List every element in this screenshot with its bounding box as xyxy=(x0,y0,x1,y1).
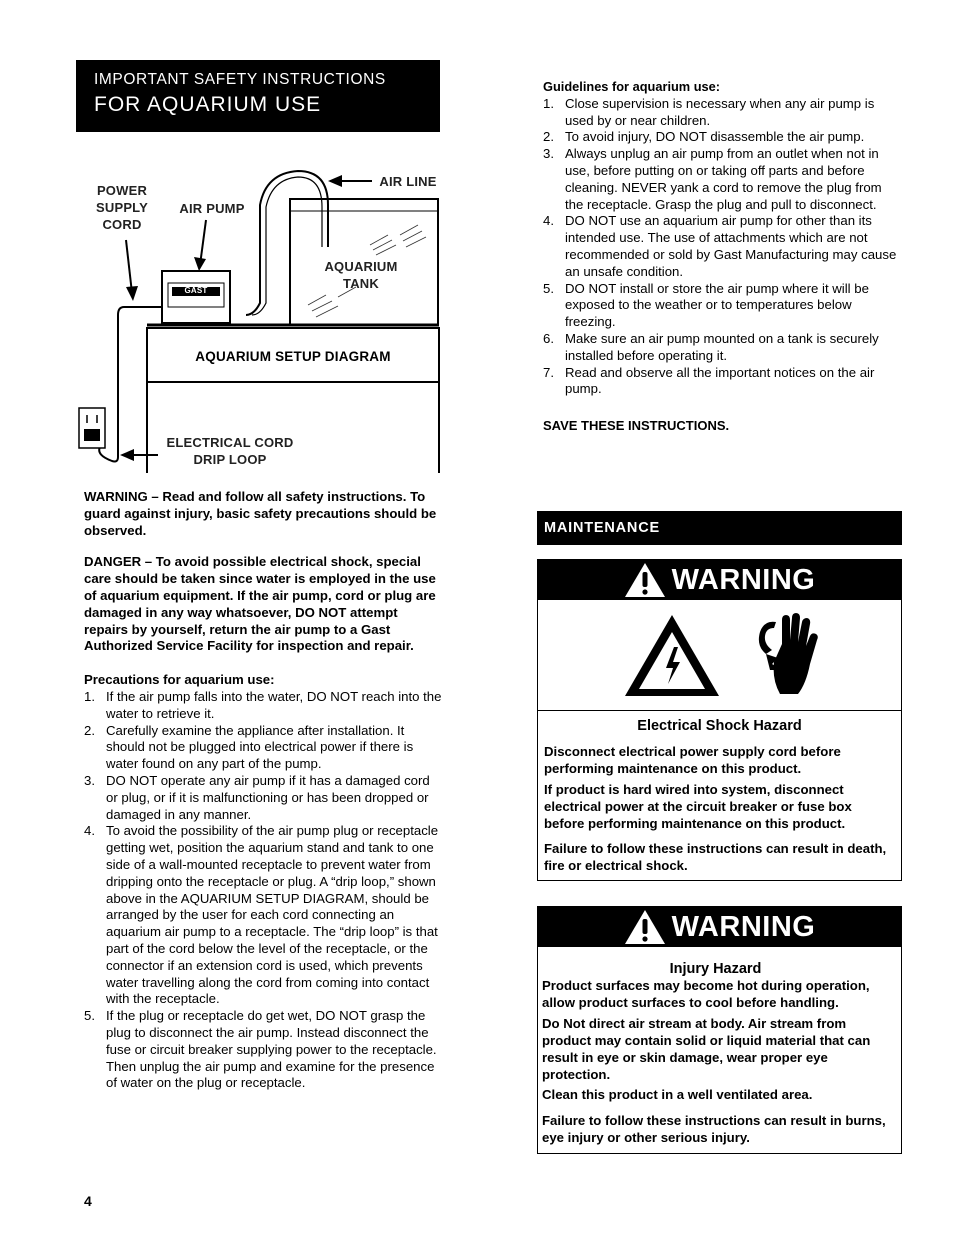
warning-header xyxy=(538,907,901,947)
label-air-line: AIR LINE xyxy=(379,174,437,189)
aquarium-setup-diagram xyxy=(76,165,442,475)
right-column xyxy=(543,79,903,435)
hazard-title: Injury Hazard xyxy=(669,961,762,977)
label-aquarium-tank: AQUARIUM TANK xyxy=(324,259,398,291)
warning-paragraph: WARNING – Read and follow all safety instructions. To guard against injury, basic safety precautions should be observed. xyxy=(84,489,437,538)
list-item: 3. DO NOT operate any air pump if it has a damaged cord or plug, or if it is malfunctioning or has been dropped or damaged in any manner. xyxy=(84,772,430,822)
list-item: 5. DO NOT install or store the air pump where it will be exposed to the weather or to temperatures below freezing. xyxy=(543,280,869,330)
title-line-1: IMPORTANT SAFETY INSTRUCTIONS xyxy=(94,71,386,88)
label-power-supply-cord: POWER SUPPLY CORD xyxy=(95,183,149,232)
left-column xyxy=(84,489,444,1092)
warning-word: WARNING xyxy=(671,910,816,943)
warning-box-electrical xyxy=(537,559,902,881)
maintenance-heading: MAINTENANCE xyxy=(537,511,902,545)
warning-paragraph-2: Do Not direct air stream at body. Air stream from product may contain solid or liquid material that can result in eye or skin damage, wear proper eye protection. xyxy=(542,1016,871,1082)
warning-triangle-icon xyxy=(624,909,666,945)
guidelines-list xyxy=(543,96,903,398)
precautions-list xyxy=(84,689,444,1092)
warning-text xyxy=(538,743,901,874)
hazard-title: Electrical Shock Hazard xyxy=(637,718,802,734)
list-item: 5. If the plug or receptacle do get wet, DO NOT grasp the plug to disconnect the air pump. Instead disconnect the fuse or circuit breaker supplying power to the receptacle. Then unplug the air pump and examine for the presence of water on the plug or receptacle. xyxy=(84,1008,437,1091)
save-instructions: SAVE THESE INSTRUCTIONS. xyxy=(543,418,730,434)
shock-hand-icon xyxy=(752,610,822,700)
warning-box-injury xyxy=(537,906,902,1154)
diagram-caption: AQUARIUM SETUP DIAGRAM xyxy=(195,349,391,364)
label-air-pump: AIR PUMP xyxy=(179,201,245,216)
warning-paragraph-1: Disconnect electrical power supply cord before performing maintenance on this product. xyxy=(544,744,841,776)
list-item: 1. Close supervision is necessary when any air pump is used by or near children. xyxy=(543,95,875,128)
list-item: 7. Read and observe all the important notices on the air pump. xyxy=(543,364,875,397)
list-item: 2. To avoid injury, DO NOT disassemble the air pump. xyxy=(543,129,865,145)
title-line-2: FOR AQUARIUM USE xyxy=(94,93,322,116)
danger-paragraph: DANGER – To avoid possible electrical shock, special care should be taken since water is employed in the use of aquarium equipment. If the air pump, cord or plug are damaged in any way whatsoever, DO NOT attempt repairs by yourself, return the air pump to a Gast Authorized Service Facility for inspection and repair. xyxy=(84,554,436,654)
warning-paragraph-1: Product surfaces may become hot during operation, allow product surfaces to cool before handling. xyxy=(542,978,870,1010)
warning-triangle-icon xyxy=(624,562,666,598)
list-item: 4. To avoid the possibility of the air pump plug or receptacle getting wet, position the aquarium stand and tank to one side of a wall-mounted receptacle to prevent water from dripping onto the receptacle or plug. A “drip loop,” shown above in the AQUARIUM SETUP DIAGRAM, should be arranged by the user for each cord connecting an aquarium air pump to a receptacle. The “drip loop” is that part of the cord below the level of the receptacle, or the connector if an extension cord is used, which prevents water travelling along the cord from coming into contact with the receptacle. xyxy=(84,823,439,1007)
warning-paragraph-2: If product is hard wired into system, disconnect electrical power at the circuit breaker or fuse box before performing maintenance on this product. xyxy=(544,782,852,831)
list-item: 6. Make sure an air pump mounted on a tank is securely installed before operating it. xyxy=(543,330,879,363)
warning-header xyxy=(538,560,901,600)
warning-paragraph-3: Clean this product in a well ventilated area. xyxy=(542,1087,813,1102)
list-item: 1. If the air pump falls into the water, DO NOT reach into the water to retrieve it. xyxy=(84,688,442,721)
precautions-title: Precautions for aquarium use: xyxy=(84,672,275,688)
label-electrical-cord-drip-loop: ELECTRICAL CORD DRIP LOOP xyxy=(166,435,294,467)
warning-paragraph-3: Failure to follow these instructions can result in death, fire or electrical shock. xyxy=(544,841,887,873)
warning-word: WARNING xyxy=(671,563,816,596)
warning-text xyxy=(538,977,901,1146)
guidelines-title: Guidelines for aquarium use: xyxy=(543,79,721,94)
warning-paragraph-4: Failure to follow these instructions can result in burns, eye injury or other serious injury. xyxy=(542,1113,886,1145)
electrical-hazard-icon xyxy=(622,612,722,700)
list-item: 2. Carefully examine the appliance after installation. It should not be plugged into electrical power if there is water found on any part of the pump. xyxy=(84,722,414,772)
title-block xyxy=(76,60,440,132)
list-item: 3. Always unplug an air pump from an outlet when not in use, before putting on or taking off parts and before cleaning. NEVER yank a cord to remove the plug from the receptacle. Grasp the plug and pull to disconnect. xyxy=(543,146,882,212)
list-item: 4. DO NOT use an aquarium air pump for other than its intended use. The use of attachments which are not recommended or sold by Gast Manufacturing may cause an unsafe condition. xyxy=(543,213,897,279)
page-number: 4 xyxy=(84,1193,92,1209)
pump-brand-logo: GAST xyxy=(184,286,208,295)
hazard-pictograms xyxy=(538,600,901,711)
